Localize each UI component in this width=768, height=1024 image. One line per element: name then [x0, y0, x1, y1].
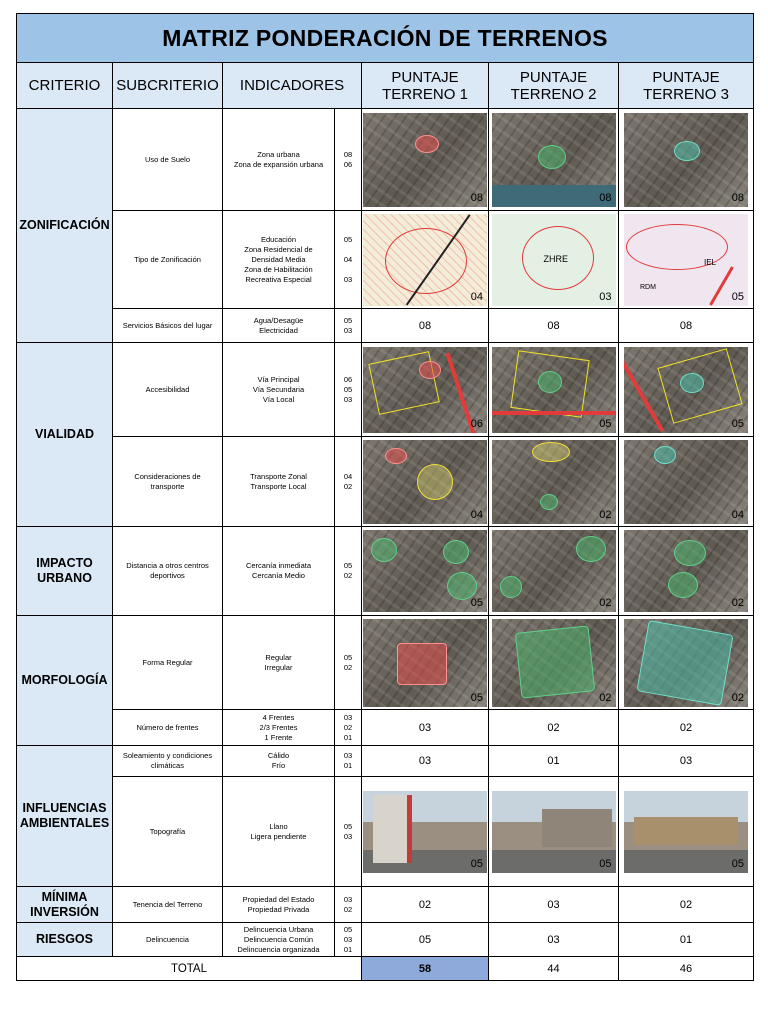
street-photo: 05 [492, 791, 616, 873]
header-criterio: CRITERIO [17, 63, 113, 109]
aerial-image: 05 [624, 347, 748, 433]
points-distancia: 05 02 [335, 527, 362, 616]
header-terreno-3: PUNTAJE TERRENO 3 [619, 63, 754, 109]
points-accesibilidad: 06 05 03 [335, 343, 362, 437]
zoning-plan-image: IEL RDM 05 [624, 214, 748, 306]
terreno-1-score: 05 [362, 923, 489, 957]
points-numero-frentes: 03 02 01 [335, 710, 362, 746]
indicators-topografia: Llano Ligera pendiente [223, 777, 335, 887]
subcriterion-soleamiento: Soleamiento y condiciones climáticas [113, 746, 223, 777]
terreno-2-score: 02 [489, 710, 619, 746]
page-title: MATRIZ PONDERACIÓN DE TERRENOS [17, 14, 754, 63]
criterion-zonificacion: ZONIFICACIÓN [17, 109, 113, 343]
aerial-image: 02 [492, 440, 616, 524]
criterion-impacto-urbano: IMPACTO URBANO [17, 527, 113, 616]
street-photo: 05 [363, 791, 487, 873]
terreno-2-topografia-photo [489, 777, 619, 887]
indicators-accesibilidad: Vía Principal Vía Secundaria Vía Local [223, 343, 335, 437]
zoning-plan-image: 04 [363, 214, 487, 306]
terreno-2-distancia-map [489, 527, 619, 616]
subcriterion-servicios-basicos: Servicios Básicos del lugar [113, 309, 223, 343]
criterion-influencias-ambientales: INFLUENCIAS AMBIENTALES [17, 746, 113, 887]
criterion-minima-inversion: MÍNIMA INVERSIÓN [17, 887, 113, 923]
subcriterion-uso-suelo: Uso de Suelo [113, 109, 223, 211]
aerial-image: 02 [624, 530, 748, 612]
terreno-3-topografia-photo [619, 777, 754, 887]
terreno-1-score: 03 [362, 746, 489, 777]
subcriterion-topografia: Topografía [113, 777, 223, 887]
header-terreno-2: PUNTAJE TERRENO 2 [489, 63, 619, 109]
aerial-image: 08 [492, 113, 616, 207]
indicators-soleamiento: Cálido Frío [223, 746, 335, 777]
aerial-image: 05 [363, 530, 487, 612]
indicators-forma-regular: Regular Irregular [223, 616, 335, 710]
points-transporte: 04 02 [335, 437, 362, 527]
header-indicadores: INDICADORES [223, 63, 362, 109]
terreno-3-accesibilidad-map [619, 343, 754, 437]
subcriterion-forma-regular: Forma Regular [113, 616, 223, 710]
terreno-2-zonificacion-plan [489, 211, 619, 309]
terreno-1-score: 08 [362, 309, 489, 343]
terreno-3-score: 02 [619, 710, 754, 746]
subcriterion-numero-frentes: Número de frentes [113, 710, 223, 746]
terreno-3-score: 03 [619, 746, 754, 777]
points-delincuencia: 05 03 01 [335, 923, 362, 957]
terreno-1-uso-suelo-map [362, 109, 489, 211]
aerial-image: 08 [624, 113, 748, 207]
terreno-2-accesibilidad-map [489, 343, 619, 437]
criterion-vialidad: VIALIDAD [17, 343, 113, 527]
criterion-riesgos: RIESGOS [17, 923, 113, 957]
subcriterion-distancia: Distancia a otros centros deportivos [113, 527, 223, 616]
terreno-2-score: 03 [489, 887, 619, 923]
indicators-distancia: Cercanía inmediata Cercanía Medio [223, 527, 335, 616]
aerial-image: 02 [624, 619, 748, 707]
subcriterion-delincuencia: Delincuencia [113, 923, 223, 957]
terreno-1-topografia-photo [362, 777, 489, 887]
terreno-3-transporte-map [619, 437, 754, 527]
points-servicios-basicos: 05 03 [335, 309, 362, 343]
terreno-1-forma-map [362, 616, 489, 710]
street-photo: 05 [624, 791, 748, 873]
header-terreno-1: PUNTAJE TERRENO 1 [362, 63, 489, 109]
terreno-2-total: 44 [489, 957, 619, 981]
zoning-plan-image: ZHRE 03 [492, 214, 616, 306]
aerial-image: 05 [492, 347, 616, 433]
terreno-1-transporte-map [362, 437, 489, 527]
terreno-3-uso-suelo-map [619, 109, 754, 211]
points-topografia: 05 03 [335, 777, 362, 887]
indicators-tenencia: Propiedad del Estado Propiedad Privada [223, 887, 335, 923]
aerial-image: 04 [363, 440, 487, 524]
subcriterion-tenencia: Tenencia del Terreno [113, 887, 223, 923]
terreno-2-score: 03 [489, 923, 619, 957]
indicators-uso-suelo: Zona urbana Zona de expansión urbana [223, 109, 335, 211]
points-forma-regular: 05 02 [335, 616, 362, 710]
subcriterion-transporte: Consideraciones de transporte [113, 437, 223, 527]
terreno-1-zonificacion-plan [362, 211, 489, 309]
indicators-servicios-basicos: Agua/Desagüe Electricidad [223, 309, 335, 343]
total-label: TOTAL [17, 957, 362, 981]
terreno-1-accesibilidad-map [362, 343, 489, 437]
terreno-3-distancia-map [619, 527, 754, 616]
aerial-image: 02 [492, 619, 616, 707]
indicators-delincuencia: Delincuencia Urbana Delincuencia Común Delincuencia organizada [223, 923, 335, 957]
points-tipo-zonificacion: 05 04 03 [335, 211, 362, 309]
indicators-tipo-zonificacion: Educación Zona Residencial de Densidad Media Zona de Habilitación Recreativa Especial [223, 211, 335, 309]
terreno-2-forma-map [489, 616, 619, 710]
points-tenencia: 03 02 [335, 887, 362, 923]
aerial-image: 02 [492, 530, 616, 612]
aerial-image: 08 [363, 113, 487, 207]
terreno-1-distancia-map [362, 527, 489, 616]
terreno-3-total: 46 [619, 957, 754, 981]
aerial-image: 05 [363, 619, 487, 707]
terreno-3-forma-map [619, 616, 754, 710]
terreno-2-score: 08 [489, 309, 619, 343]
points-uso-suelo: 08 06 [335, 109, 362, 211]
terreno-3-score: 08 [619, 309, 754, 343]
terreno-2-uso-suelo-map [489, 109, 619, 211]
indicators-transporte: Transporte Zonal Transporte Local [223, 437, 335, 527]
indicators-numero-frentes: 4 Frentes 2/3 Frentes 1 Frente [223, 710, 335, 746]
terreno-3-score: 02 [619, 887, 754, 923]
terreno-2-transporte-map [489, 437, 619, 527]
weighting-matrix [16, 13, 754, 981]
terreno-2-score: 01 [489, 746, 619, 777]
terreno-3-zonificacion-plan [619, 211, 754, 309]
terreno-1-score: 03 [362, 710, 489, 746]
criterion-morfologia: MORFOLOGÍA [17, 616, 113, 746]
subcriterion-tipo-zonificacion: Tipo de Zonificación [113, 211, 223, 309]
subcriterion-accesibilidad: Accesibilidad [113, 343, 223, 437]
header-subcriterio: SUBCRITERIO [113, 63, 223, 109]
terreno-1-score: 02 [362, 887, 489, 923]
points-soleamiento: 03 01 [335, 746, 362, 777]
aerial-image: 06 [363, 347, 487, 433]
terreno-3-score: 01 [619, 923, 754, 957]
terreno-1-total: 58 [362, 957, 489, 981]
aerial-image: 04 [624, 440, 748, 524]
